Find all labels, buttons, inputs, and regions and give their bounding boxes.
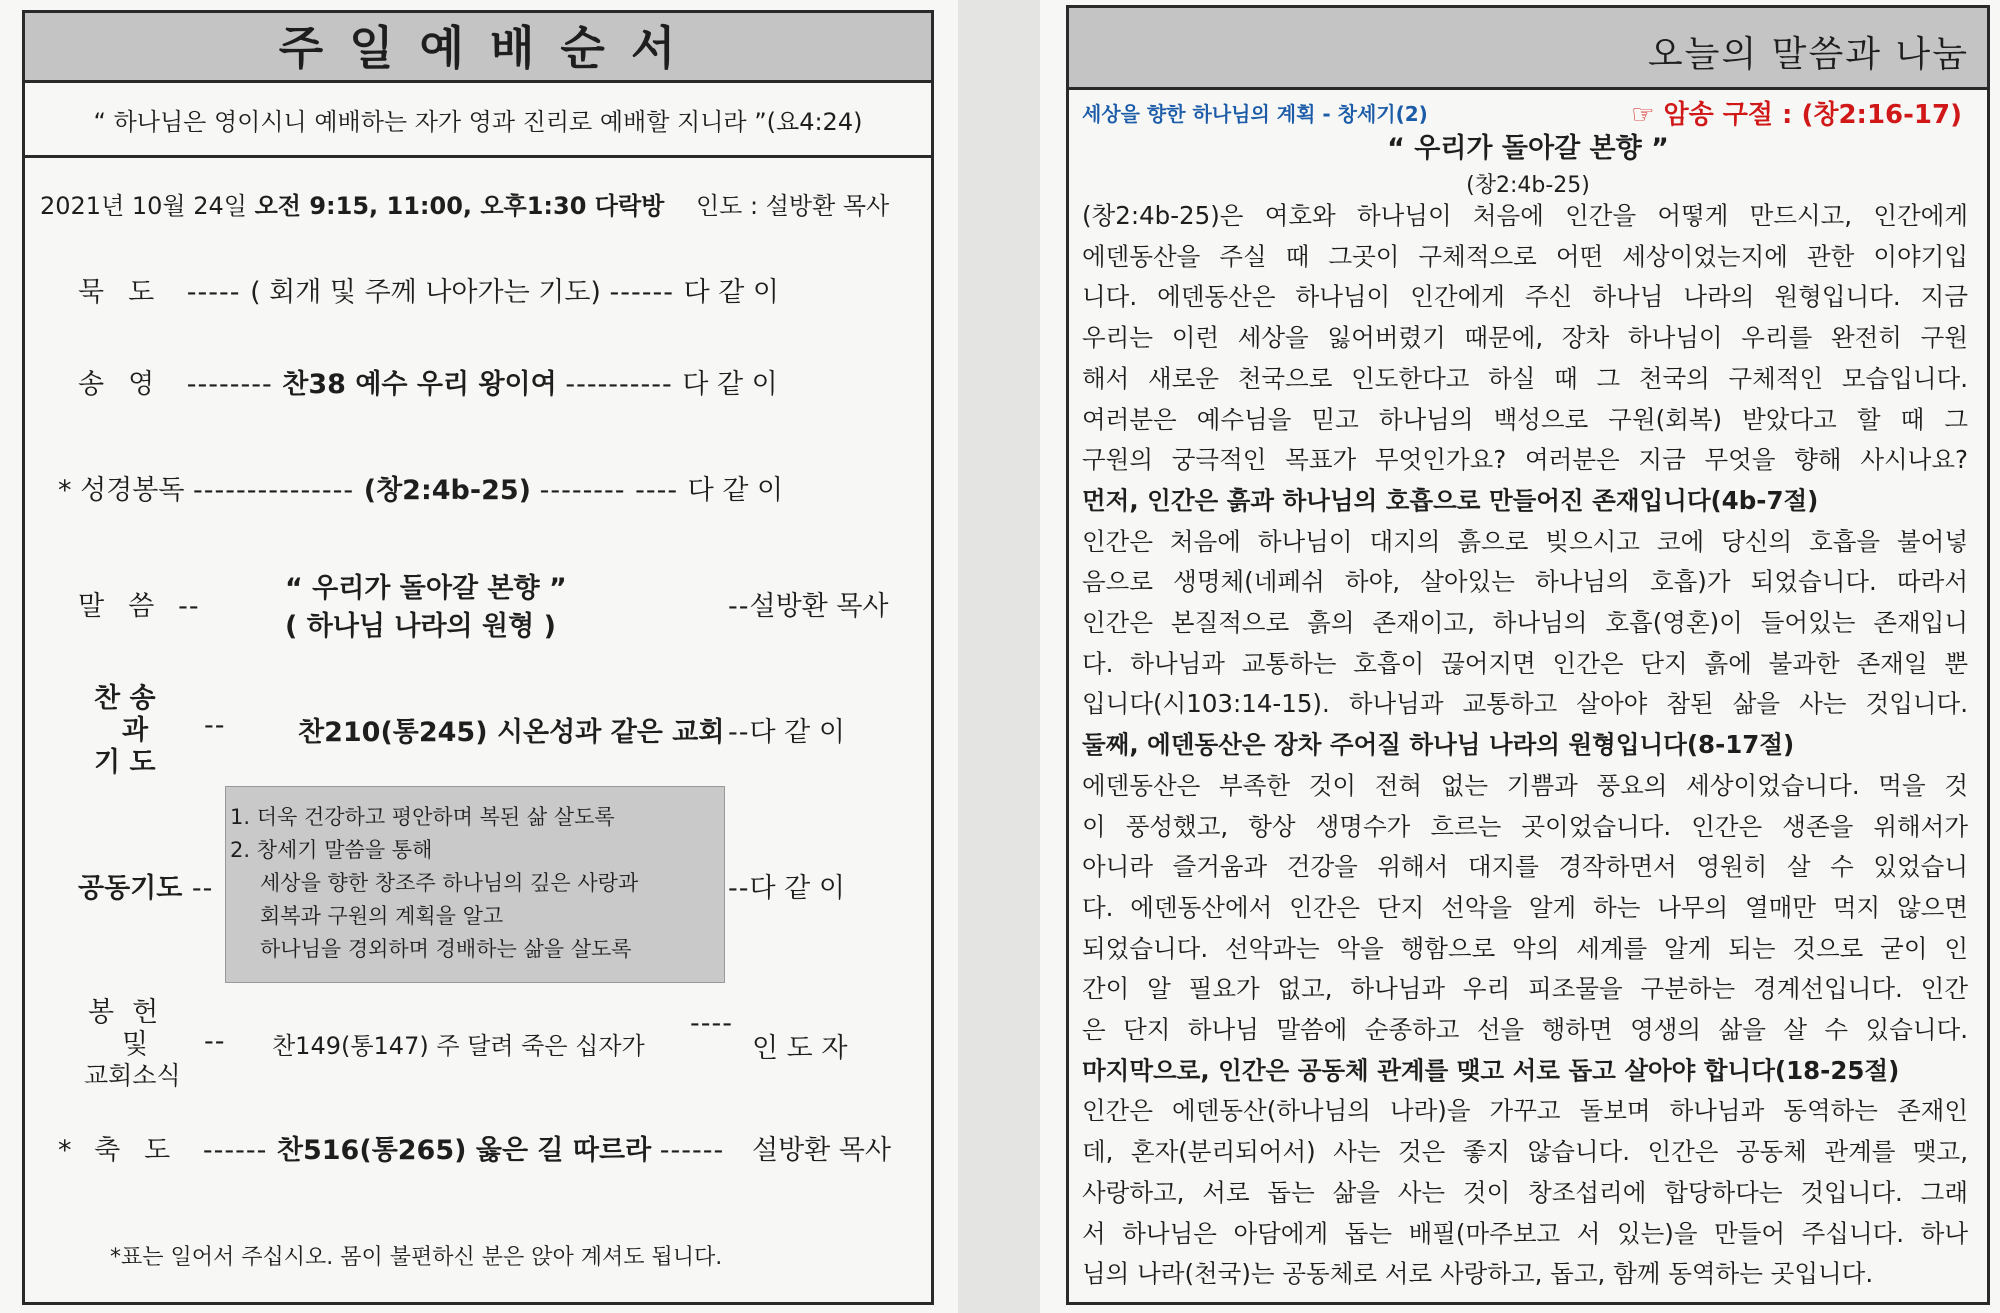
section-heading: 마지막으로, 인간은 공동체 관계를 맺고 서로 돕고 살아야 합니다(18-25절) xyxy=(1082,1055,1900,1085)
section-heading: 둘째, 에덴동산은 장차 주어질 하나님 나라의 원형입니다(8-17절) xyxy=(1082,730,1795,760)
body-line: 되었습니다. 선악과는 악을 행함으로 악의 세계를 알게 되는 것으로 굳이 인 xyxy=(1082,933,1968,963)
prayer-line: 세상을 향한 창조주 하나님의 깊은 사랑과 xyxy=(260,871,639,895)
section-heading: 먼저, 인간은 흙과 하나님의 호흡으로 만들어진 존재입니다(4b-7절) xyxy=(1082,485,1819,515)
prayer-line: 2. 창세기 말씀을 통해 xyxy=(230,838,433,862)
order-label-hymn-2: 과 xyxy=(122,715,149,746)
order-by: 다 같 이 xyxy=(682,369,778,400)
page-gutter xyxy=(958,0,1040,1313)
service-times: 오전 9:15, 11:00, 오후1:30 다락방 xyxy=(254,192,665,220)
body-line: 서 하나님은 아담에게 돕는 배필(마주보고 서 있는)을 만들어 주십니다. 하나 xyxy=(1082,1218,1968,1248)
body-line: 인간은 처음에 하나님이 대지의 흙으로 빚으시고 코에 당신의 호흡을 불어넣 xyxy=(1082,526,1968,556)
sermon-body xyxy=(1082,196,1968,1295)
order-by: 다 같 이 xyxy=(683,277,780,308)
series-title: 세상을 향한 하나님의 계획 - 창세기(2) xyxy=(1082,102,1428,126)
order-item-benediction: * 축도 ------ 찬516(통265) 옳은 길 따르라 ------ xyxy=(58,1135,725,1166)
order-label-sermon: 말씀-- xyxy=(78,591,200,622)
body-line: 입니다(시103:14-15). 하나님과 교통하고 살아야 참된 삶을 사는 것입니다. xyxy=(1082,689,1968,719)
order-label-offering-2: 및 xyxy=(122,1029,149,1060)
prayer-line: 회복과 구원의 계획을 알고 xyxy=(260,904,504,928)
sermon-page-header: 오늘의 말씀과 나눔 xyxy=(1647,34,1969,75)
common-prayer-box xyxy=(225,786,725,983)
order-label-offering-3: 교회소식 xyxy=(84,1061,181,1090)
service-date: 2021년 10월 24일 xyxy=(40,192,247,220)
body-line: 니다. 에덴동산은 하나님이 인간에게 주신 하나님 나라의 원형입니다. 지금 xyxy=(1082,282,1968,312)
body-line: 인간은 본질적으로 흙의 존재이고, 하나님의 호흡(영혼)이 들어있는 존재입니 xyxy=(1082,608,1968,638)
order-by: 다 같 이 xyxy=(687,475,784,506)
sermon-title: “ 우리가 돌아갈 본향 ” xyxy=(285,573,567,604)
body-line: 음으로 생명체(네페쉬 하야, 살아있는 하나님의 호흡)가 되었습니다. 따라서 xyxy=(1082,567,1968,597)
body-line: 인간은 에덴동산(하나님의 나라)을 가꾸고 돌보며 하나님과 동역하는 존재인 xyxy=(1082,1096,1968,1126)
body-line: 해서 새로운 천국으로 인도한다고 하실 때 그 천국의 구체적인 모습입니다. xyxy=(1082,363,1968,393)
service-info xyxy=(40,186,889,221)
memory-verse: ☞ 암송 구절 : (창2:16-17) xyxy=(1631,100,1962,130)
theme-verse: “ 하나님은 영이시니 예배하는 자가 영과 진리로 예배할 지니라 ”(요4:24) xyxy=(25,86,931,158)
prayer-line: 1. 더욱 건강하고 평안하며 복된 삶 살도록 xyxy=(230,805,615,829)
order-label-hymn-1: 찬 송 xyxy=(94,683,156,714)
required-standing-mark: * xyxy=(58,1135,72,1166)
order-label: 송영 xyxy=(78,369,179,400)
order-item-praise: 송영 -------- 찬38 예수 우리 왕이여 ---------- 다 같 이 xyxy=(78,369,778,400)
page-title: 주일예배순서 xyxy=(278,21,702,75)
body-line: 에덴동산을 주실 때 그곳이 구체적으로 어떤 세상이었는지에 관한 이야기입 xyxy=(1082,241,1968,271)
order-item-invocation: 묵도 ----- ( 회개 및 주께 나아가는 기도) ------ 다 같 이 xyxy=(78,277,780,308)
offering-detail: 찬149(통147) 주 달려 죽은 십자가 xyxy=(272,1032,645,1060)
body-line: 님의 나라(천국)는 공동체로 서로 사랑하고, 돕고, 함께 동역하는 곳입니다. xyxy=(1082,1259,1874,1289)
body-line: 다. 에덴동산에서 인간은 단지 선악을 알게 하는 나무의 열매만 먹지 않으면 xyxy=(1082,892,1968,922)
required-standing-mark: * xyxy=(58,475,72,506)
service-leader: 인도 : 설방환 목사 xyxy=(695,192,890,220)
sermon-header-bar xyxy=(1069,8,1987,90)
sermon-subtitle: ( 하나님 나라의 원형 ) xyxy=(285,611,556,642)
sermon-heading: “ 우리가 돌아갈 본향 ” xyxy=(1387,133,1669,164)
benediction-by: 설방환 목사 xyxy=(752,1135,891,1166)
body-line: (창2:4b-25)은 여호와 하나님이 처음에 인간을 어떻게 만드시고, 인간에게 xyxy=(1082,201,1968,230)
body-line: 여러분은 예수님을 믿고 하나님의 백성으로 구원(회복) 받았다고 할 때 그 xyxy=(1082,404,1968,434)
hymn-detail: 찬210(통245) 시온성과 같은 교회 xyxy=(298,717,725,748)
hymn-by: --다 같 이 xyxy=(728,717,845,748)
body-line: 구원의 궁극적인 목표가 무엇인가요? 여러분은 지금 무엇을 향해 사시나요? xyxy=(1082,445,1968,475)
offering-by: 인 도 자 xyxy=(752,1033,848,1064)
standing-footnote: *표는 일어서 주십시오. 몸이 불편하신 분은 앉아 계셔도 됩니다. xyxy=(110,1245,723,1270)
order-detail: 찬38 예수 우리 왕이여 xyxy=(282,369,557,400)
body-line: 이 풍성했고, 항상 생명수가 흐르는 곳이었습니다. 인간은 생존을 위해서가 xyxy=(1082,811,1968,841)
body-line: 아니라 즐거움과 건강을 위해서 대지를 경작하면서 영원히 살 수 있었습니 xyxy=(1082,852,1968,882)
order-label: 성경봉독 xyxy=(80,475,185,506)
order-label-common-prayer: 공동기도 -- xyxy=(78,873,214,904)
common-prayer-by: --다 같 이 xyxy=(728,873,845,904)
order-detail: 찬516(통265) 옳은 길 따르라 xyxy=(276,1135,652,1166)
order-detail: (창2:4b-25) xyxy=(363,475,531,506)
order-label-hymn-3: 기 도 xyxy=(94,747,156,778)
sermon-preacher: --설방환 목사 xyxy=(728,591,889,622)
order-label: 축도 xyxy=(94,1135,195,1166)
body-line: 은 단지 하나님 말씀에 순종하고 선을 행하면 영생의 삶을 살 수 있습니다. xyxy=(1082,1015,1968,1045)
body-line: 사랑하고, 서로 돕는 삶을 사는 것이 창조섭리에 합당하다는 것입니다. 그래 xyxy=(1082,1177,1968,1207)
order-item-reading: * 성경봉독 --------------- (창2:4b-25) -------- ---- 다 같 이 xyxy=(58,475,784,506)
sermon-reference: (창2:4b-25) xyxy=(1466,173,1590,198)
prayer-line: 하나님을 경외하며 경배하는 삶을 살도록 xyxy=(260,937,632,961)
body-line: 다. 하나님과 교통하는 호흡이 끊어지면 인간은 단지 흙에 불과한 존재일 뿐 xyxy=(1082,648,1968,678)
body-line: 데, 혼자(분리되어서) 사는 것은 좋지 않습니다. 인간은 공동체 관계를 맺고, xyxy=(1082,1137,1968,1167)
order-label-offering-1: 봉헌 xyxy=(88,997,177,1028)
body-line: 우리는 이런 세상을 잃어버렸기 때문에, 장차 하나님이 우리를 완전히 구원 xyxy=(1082,323,1968,353)
worship-order-title-bar xyxy=(25,13,931,83)
body-line: 에덴동산은 부족한 것이 전혀 없는 기쁨과 풍요의 세상이었습니다. 먹을 것 xyxy=(1082,770,1968,800)
order-label: 묵도 xyxy=(78,277,179,308)
body-line: 간이 알 필요가 없고, 하나님과 우리 피조물을 구분하는 경계선입니다. 인간 xyxy=(1082,974,1968,1004)
order-detail: ( 회개 및 주께 나아가는 기도) xyxy=(250,277,601,308)
